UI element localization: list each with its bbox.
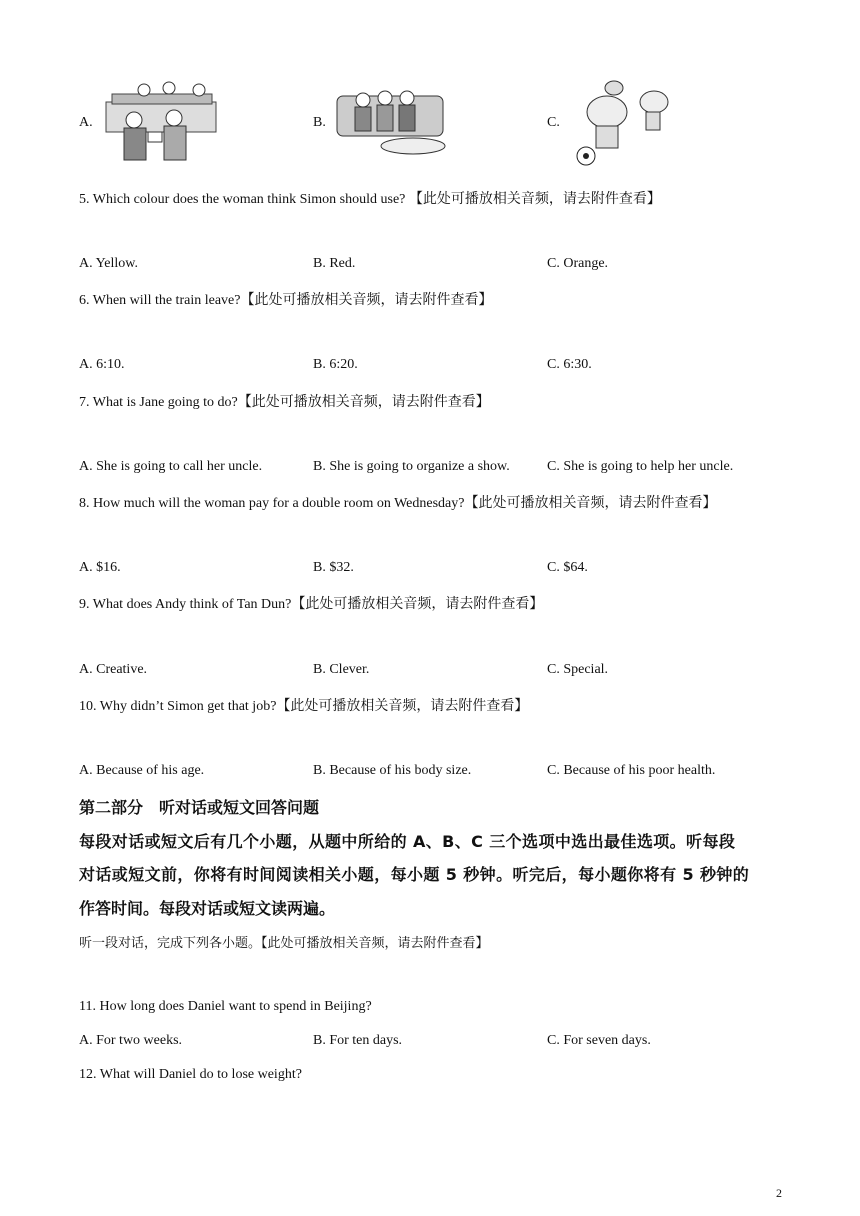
question-6-option-a: A. 6:10. bbox=[79, 357, 125, 372]
question-11-option-b: B. For ten days. bbox=[313, 1033, 403, 1048]
section-2-prompt: 听一段对话，完成下列各小题。【此处可播放相关音频，请去附件查看】 bbox=[79, 936, 489, 951]
question-8-stem: 8. How much will the woman pay for a double room on Wednesday?【此处可播放相关音频，请去附件查看】 bbox=[79, 496, 717, 511]
question-9-option-c: C. Special. bbox=[547, 662, 609, 677]
question-7-option-a: A. She is going to call her uncle. bbox=[79, 459, 263, 474]
people-at-counter-illustration bbox=[104, 80, 222, 162]
question-6-option-b: B. 6:20. bbox=[313, 357, 358, 372]
section-2-title: 第二部分 听对话或短文回答问题 bbox=[79, 798, 320, 817]
question-6-stem: 6. When will the train leave?【此处可播放相关音频，请去附件查看】 bbox=[79, 293, 493, 308]
family-on-sofa-illustration bbox=[333, 82, 447, 158]
question-7-option-b: B. She is going to organize a show. bbox=[313, 459, 510, 474]
question-10-option-b: B. Because of his body size. bbox=[313, 763, 472, 778]
question-9-option-a: A. Creative. bbox=[79, 662, 148, 677]
section-2-instructions-line-2: 对话或短文前，你将有时间阅读相关小题，每小题 5 秒钟。听完后，每小题你将有 5 秒钟的 bbox=[79, 865, 750, 884]
option-b-label: B. bbox=[313, 115, 326, 130]
option-c-label: C. bbox=[547, 115, 560, 130]
option-a-label: A. bbox=[79, 115, 93, 130]
question-5-option-c: C. Orange. bbox=[547, 256, 609, 271]
question-5-option-b: B. Red. bbox=[313, 256, 356, 271]
question-10-stem: 10. Why didn’t Simon get that job?【此处可播放相关音频，请去附件查看】 bbox=[79, 699, 529, 714]
question-11-option-a: A. For two weeks. bbox=[79, 1033, 183, 1048]
section-2-instructions-line-3: 作答时间。每段对话或短文读两遍。 bbox=[79, 899, 336, 918]
question-5-option-a: A. Yellow. bbox=[79, 256, 138, 271]
question-11-option-c: C. For seven days. bbox=[547, 1033, 651, 1048]
question-8-option-a: A. $16. bbox=[79, 560, 121, 575]
question-12-stem: 12. What will Daniel do to lose weight? bbox=[79, 1067, 302, 1082]
page-number: 2 bbox=[776, 1186, 782, 1200]
question-10-option-c: C. Because of his poor health. bbox=[547, 763, 716, 778]
question-9-stem: 9. What does Andy think of Tan Dun?【此处可播放相关音频，请去附件查看】 bbox=[79, 597, 544, 612]
question-6-option-c: C. 6:30. bbox=[547, 357, 592, 372]
section-2-instructions-line-1: 每段对话或短文后有几个小题，从题中所给的 A、B、C 三个选项中选出最佳选项。听每段 bbox=[79, 832, 736, 851]
question-10-option-a: A. Because of his age. bbox=[79, 763, 205, 778]
question-8-option-c: C. $64. bbox=[547, 560, 588, 575]
question-5-stem: 5. Which colour does the woman think Simon should use? 【此处可播放相关音频，请去附件查看】 bbox=[79, 192, 661, 207]
question-11-stem: 11. How long does Daniel want to spend in Beijing? bbox=[79, 999, 372, 1014]
question-7-stem: 7. What is Jane going to do?【此处可播放相关音频，请去附件查看】 bbox=[79, 395, 490, 410]
question-8-option-b: B. $32. bbox=[313, 560, 354, 575]
question-7-option-c: C. She is going to help her uncle. bbox=[547, 459, 734, 474]
question-9-option-b: B. Clever. bbox=[313, 662, 370, 677]
pigs-playing-football-illustration bbox=[572, 76, 684, 168]
